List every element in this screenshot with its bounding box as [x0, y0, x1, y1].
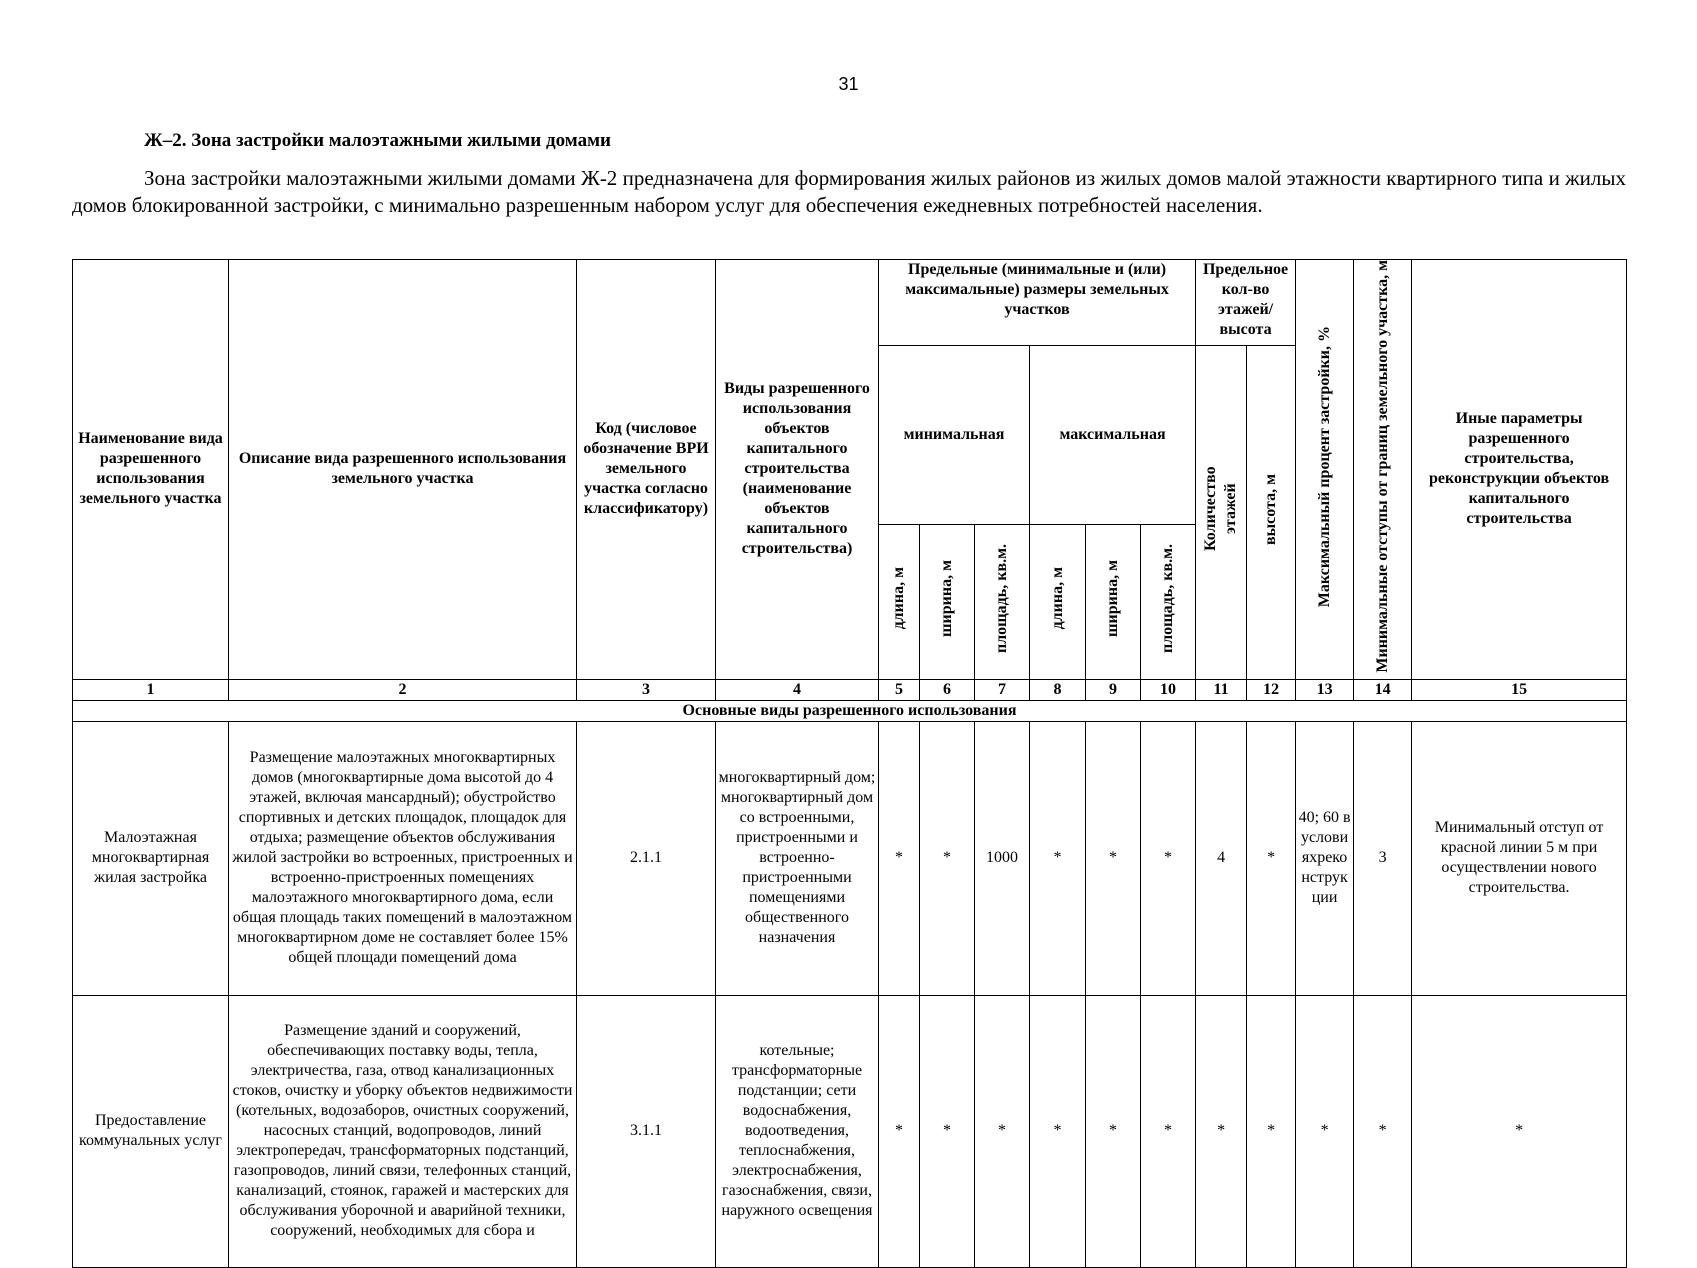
section-title: Ж–2. Зона застройки малоэтажными жилыми домами: [144, 130, 611, 151]
row-min-width: *: [920, 721, 975, 995]
row-code: 2.1.1: [577, 721, 716, 995]
header-min-area: площадь, кв.м.: [993, 544, 1010, 654]
column-number: 14: [1354, 679, 1412, 700]
row-setback: *: [1354, 995, 1412, 1267]
row-max-area: *: [1141, 721, 1196, 995]
header-name: Наименование вида разрешенного использования земельного участка: [73, 260, 229, 680]
row-description: Размещение зданий и сооружений, обеспечивающих поставку воды, тепла, электричества, газа, отвод канализационных стоков, очистку и уборку объектов недвижимости (котельных, водозаборов, очистных сооружений, насосных станций, водопроводов, линий электропередач, трансформаторных подстанций, газопроводов, линий связи, телефонных станций, канализаций, стоянок, гаражей и мастерских для обслуживания уборочной и аварийной техники, сооружений, необходимых для сбора и: [229, 995, 577, 1267]
header-max-width-cell: [1086, 524, 1141, 679]
row-max-width: *: [1086, 721, 1141, 995]
header-setback: Минимальные отступы от границ земельного участка, м: [1373, 260, 1391, 673]
row-code: 3.1.1: [577, 995, 716, 1267]
row-max-length: *: [1030, 721, 1086, 995]
row-floors: 4: [1196, 721, 1247, 995]
header-height: высота, м: [1262, 473, 1280, 545]
header-min-length: длина, м: [890, 567, 907, 630]
row-coverage: 40; 60 в условияхреконструкции: [1296, 721, 1354, 995]
row-min-area: *: [975, 995, 1030, 1267]
table-row: [73, 995, 1627, 1267]
row-min-width: *: [920, 995, 975, 1267]
section-label: Основные виды разрешенного использования: [73, 700, 1627, 721]
column-number: 2: [229, 679, 577, 700]
header-other: Иные параметры разрешенного строительства, реконструкции объектов капитального строительства: [1412, 260, 1627, 680]
page-number: 31: [838, 74, 859, 94]
header-min-width-cell: [920, 524, 975, 679]
header-min: минимальная: [879, 346, 1030, 525]
row-height: *: [1247, 995, 1296, 1267]
header-group-floors: Предельное кол-во этажей/ высота: [1196, 260, 1296, 346]
header-group-sizes: Предельные (минимальные и (или) максимальные) размеры земельных участков: [879, 260, 1196, 346]
header-description: Описание вида разрешенного использования земельного участка: [229, 260, 577, 680]
header-setback-cell: [1354, 260, 1412, 680]
row-objects: многоквартирный дом; многоквартирный дом со встроенными, пристроенными и встроенно-пристроенными помещениями общественного назначения: [716, 721, 879, 995]
intro-paragraph: Зона застройки малоэтажными жилыми домами Ж-2 предназначена для формирования жилых районов из жилых домов малой этажности квартирного типа и жилых домов блокированной застройки, с минимально разрешенным набором услуг для обеспечения ежедневных потребностей населения.: [72, 166, 1626, 217]
row-max-area: *: [1141, 995, 1196, 1267]
column-number: 7: [975, 679, 1030, 700]
column-number: 11: [1196, 679, 1247, 700]
row-min-area: 1000: [975, 721, 1030, 995]
zoning-table: [72, 259, 1627, 1268]
row-height: *: [1247, 721, 1296, 995]
column-number: 5: [879, 679, 920, 700]
header-floors: Количество этажей: [1202, 467, 1240, 552]
column-number: 15: [1412, 679, 1627, 700]
header-max-width: ширина, м: [1104, 560, 1121, 638]
column-number: 13: [1296, 679, 1354, 700]
header-floors-cell: [1196, 346, 1247, 680]
header-coverage: Максимальный процент застройки, %: [1315, 325, 1333, 607]
header-max: максимальная: [1030, 346, 1196, 525]
column-number: 10: [1141, 679, 1196, 700]
column-number: 9: [1086, 679, 1141, 700]
row-max-width: *: [1086, 995, 1141, 1267]
row-coverage: *: [1296, 995, 1354, 1267]
column-number-row: [73, 679, 1627, 700]
row-max-length: *: [1030, 995, 1086, 1267]
row-objects: котельные; трансформаторные подстанции; сети водоснабжения, водоотведения, теплоснабжения, электроснабжения, газоснабжения, связи, наружного освещения: [716, 995, 879, 1267]
row-min-length: *: [879, 721, 920, 995]
column-number: 1: [73, 679, 229, 700]
header-coverage-cell: [1296, 260, 1354, 680]
header-height-cell: [1247, 346, 1296, 680]
row-other: *: [1412, 995, 1627, 1267]
column-number: 8: [1030, 679, 1086, 700]
row-min-length: *: [879, 995, 920, 1267]
row-name: Малоэтажная многоквартирная жилая застройка: [73, 721, 229, 995]
header-code: Код (числовое обозначение ВРИ земельного участка согласно классификатору): [577, 260, 716, 680]
row-setback: 3: [1354, 721, 1412, 995]
column-number: 3: [577, 679, 716, 700]
column-number: 12: [1247, 679, 1296, 700]
row-name: Предоставление коммунальных услуг: [73, 995, 229, 1267]
row-description: Размещение малоэтажных многоквартирных домов (многоквартирные дома высотой до 4 этажей, включая мансардный); обустройство спортивных и детских площадок, площадок для отдыха; размещение объектов обслуживания жилой застройки во встроенных, пристроенных и встроенно-пристроенных помещениях малоэтажного многоквартирного дома, если общая площадь таких помещений в малоэтажном многоквартирном доме не составляет более 15% общей площади помещений дома: [229, 721, 577, 995]
row-other: Минимальный отступ от красной линии 5 м при осуществлении нового строительства.: [1412, 721, 1627, 995]
header-objects: Виды разрешенного использования объектов капитального строительства (наименование объектов капитального строительства): [716, 260, 879, 680]
header-max-length: длина, м: [1048, 567, 1066, 630]
column-number: 4: [716, 679, 879, 700]
header-min-width: ширина, м: [938, 560, 955, 638]
header-min-area-cell: [975, 524, 1030, 679]
table-row: [73, 721, 1627, 995]
header-max-length-cell: [1030, 524, 1086, 679]
column-number: 6: [920, 679, 975, 700]
row-floors: *: [1196, 995, 1247, 1267]
header-max-area: площадь, кв.м.: [1159, 544, 1177, 654]
header-min-length-cell: [879, 524, 920, 679]
header-max-area-cell: [1141, 524, 1196, 679]
